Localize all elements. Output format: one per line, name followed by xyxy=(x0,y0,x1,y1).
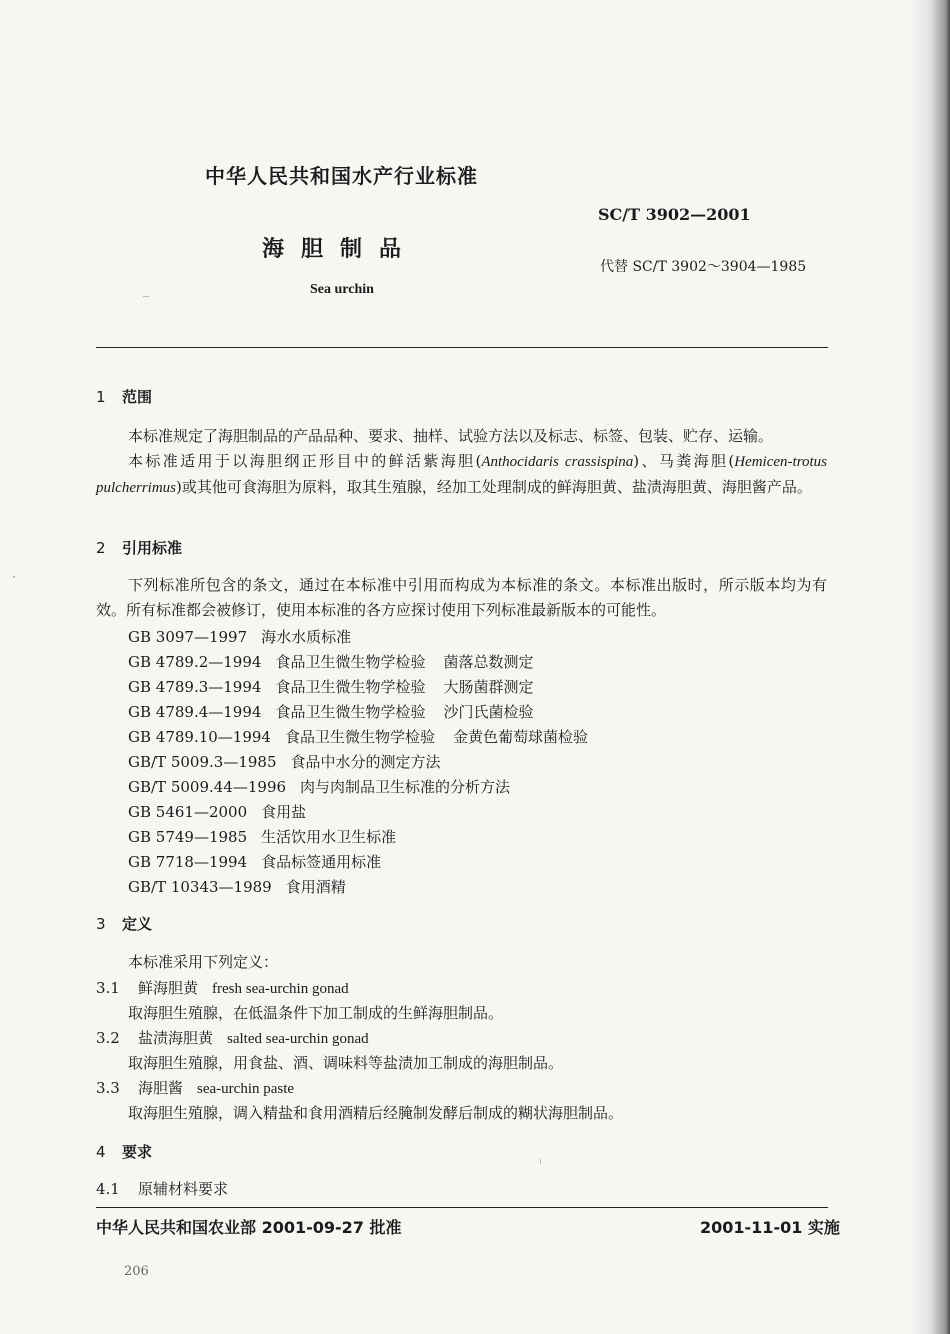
reference-code: GB 4789.10—1994 xyxy=(128,728,271,746)
section-1-number: 1 xyxy=(96,388,106,406)
reference-detail: 金黄色葡萄球菌检验 xyxy=(453,728,589,746)
reference-code: GB/T 10343—1989 xyxy=(128,878,272,896)
scope-text-c: )或其他可食海胆为原料，取其生殖腺，经加工处理制成的鲜海胆黄、盐渍海胆黄、海胆酱产品。 xyxy=(176,478,812,496)
reference-line xyxy=(128,726,588,747)
definition-body: 取海胆生殖腺，调入精盐和食用酒精后经腌制发酵后制成的糊状海胆制品。 xyxy=(128,1104,624,1122)
section-3-number: 3 xyxy=(96,915,106,933)
section-2-number: 2 xyxy=(96,539,106,557)
reference-name: 食品卫生微生物学检验 xyxy=(275,653,426,671)
definition-heading xyxy=(96,977,349,998)
definition-number: 3.1 xyxy=(96,979,120,997)
definition-term: 海胆酱 xyxy=(138,1079,184,1097)
reference-line xyxy=(128,826,396,847)
reference-line xyxy=(128,626,351,647)
definition-term: 鲜海胆黄 xyxy=(138,979,199,997)
reference-name: 食用酒精 xyxy=(285,878,346,896)
definition-number: 3.2 xyxy=(96,1029,120,1047)
reference-name: 食用盐 xyxy=(261,803,307,821)
reference-line xyxy=(128,651,533,672)
header-rule xyxy=(96,347,828,348)
subsection-number: 4.1 xyxy=(96,1180,120,1198)
section-1-heading xyxy=(96,386,152,407)
english-title: Sea urchin xyxy=(310,282,374,297)
reference-code: GB 4789.3—1994 xyxy=(128,678,262,696)
issuer-approval: 中华人民共和国农业部 2001-09-27 批准 xyxy=(96,1218,402,1237)
section-2-title: 引用标准 xyxy=(122,539,183,557)
reference-code: GB 5749—1985 xyxy=(128,828,248,846)
reference-name: 肉与肉制品卫生标准的分析方法 xyxy=(300,778,511,796)
scope-text-a: 本标准适用于以海胆纲正形目中的鲜活紫海胆( xyxy=(128,452,482,470)
reference-line xyxy=(128,876,346,897)
definition-heading xyxy=(96,1077,294,1098)
reference-name: 食品卫生微生物学检验 xyxy=(284,728,435,746)
reference-name: 食品中水分的测定方法 xyxy=(290,753,441,771)
reference-line xyxy=(128,801,306,822)
definitions-intro: 本标准采用下列定义： xyxy=(128,953,279,971)
section-3-heading xyxy=(96,913,152,934)
reference-line xyxy=(128,676,533,697)
reference-name: 生活饮用水卫生标准 xyxy=(261,828,397,846)
latin-name-2: Hemicen-trotus pulcherrimus xyxy=(96,454,827,496)
definition-body: 取海胆生殖腺，在低温条件下加工制成的生鲜海胆制品。 xyxy=(128,1004,504,1022)
definition-term: 盐渍海胆黄 xyxy=(138,1029,214,1047)
reference-name: 食品卫生微生物学检验 xyxy=(275,703,426,721)
reference-detail: 菌落总数测定 xyxy=(443,653,534,671)
definition-english-term: fresh sea-urchin gonad xyxy=(212,981,349,997)
reference-detail: 沙门氏菌检验 xyxy=(443,703,534,721)
latin-name-1: Anthocidaris crassispina xyxy=(481,454,634,470)
section-2-heading xyxy=(96,537,182,558)
definition-english-term: sea-urchin paste xyxy=(197,1081,295,1097)
reference-name: 食品卫生微生物学检验 xyxy=(275,678,426,696)
reference-code: GB 4789.2—1994 xyxy=(128,653,262,671)
reference-code: GB/T 5009.3—1985 xyxy=(128,753,277,771)
section-1-title: 范围 xyxy=(122,388,153,406)
scan-speck xyxy=(143,296,149,297)
reference-detail: 大肠菌群测定 xyxy=(443,678,534,696)
definition-heading xyxy=(96,1027,369,1048)
page-edge-shadow xyxy=(910,0,950,1334)
industry-title: 中华人民共和国水产行业标准 xyxy=(205,164,478,188)
reference-name: 海水水质标准 xyxy=(261,628,352,646)
section-4-number: 4 xyxy=(96,1143,106,1161)
reference-code: GB/T 5009.44—1996 xyxy=(128,778,287,796)
section-4-heading xyxy=(96,1141,152,1162)
scope-text-b: )、马粪海胆( xyxy=(633,452,735,470)
reference-line xyxy=(128,751,441,772)
scope-paragraph-2 xyxy=(96,449,827,501)
reference-code: GB 5461—2000 xyxy=(128,803,248,821)
reference-code: GB 3097—1997 xyxy=(128,628,248,646)
page-number: 206 xyxy=(124,1264,149,1279)
definition-body: 取海胆生殖腺，用食盐、酒、调味料等盐渍加工制成的海胆制品。 xyxy=(128,1054,564,1072)
footer-rule xyxy=(96,1207,828,1208)
scan-speck xyxy=(540,1159,541,1164)
reference-code: GB 7718—1994 xyxy=(128,853,248,871)
standard-code: SC/T 3902—2001 xyxy=(598,205,751,224)
section-4-title: 要求 xyxy=(122,1143,153,1161)
subsection-title: 原辅材料要求 xyxy=(138,1180,229,1198)
reference-code: GB 4789.4—1994 xyxy=(128,703,262,721)
replaces-note: 代替 SC/T 3902～3904—1985 xyxy=(600,259,807,275)
effective-date: 2001-11-01 实施 xyxy=(700,1218,840,1237)
document-title: 海胆制品 xyxy=(262,237,419,262)
subsection-4-1-heading xyxy=(96,1178,228,1199)
definition-english-term: salted sea-urchin gonad xyxy=(227,1031,369,1047)
scan-speck xyxy=(13,576,15,578)
reference-line xyxy=(128,776,510,797)
definition-number: 3.3 xyxy=(96,1079,120,1097)
scope-paragraph-1: 本标准规定了海胆制品的产品品种、要求、抽样、试验方法以及标志、标签、包装、贮存、运输。 xyxy=(128,427,774,445)
references-intro: 下列标准所包含的条文，通过在本标准中引用而构成为本标准的条文。本标准出版时，所示版本均为有效。所有标准都会被修订，使用本标准的各方应探讨使用下列标准最新版本的可能性。 xyxy=(96,576,827,619)
reference-name: 食品标签通用标准 xyxy=(261,853,382,871)
reference-line xyxy=(128,701,533,722)
section-3-title: 定义 xyxy=(122,915,153,933)
reference-line xyxy=(128,851,381,872)
